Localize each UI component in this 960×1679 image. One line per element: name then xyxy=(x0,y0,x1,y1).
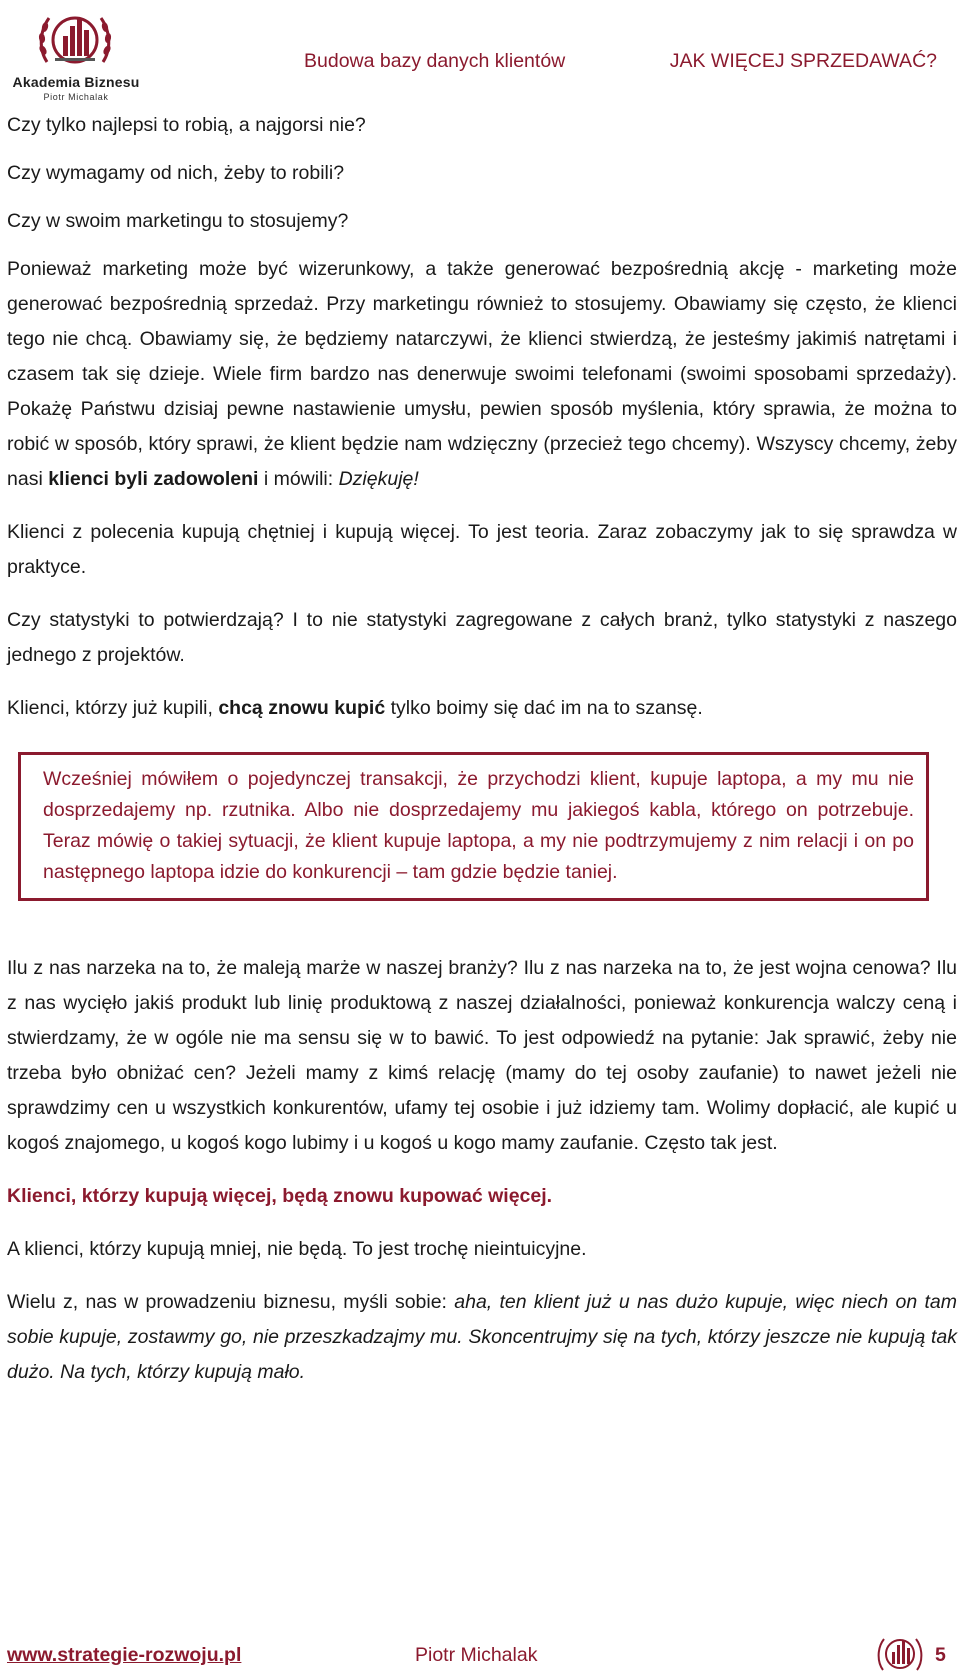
highlight-box xyxy=(18,752,929,901)
paragraph xyxy=(7,691,957,726)
highlight-heading: Klienci, którzy kupują więcej, będą znowu kupować więcej. xyxy=(7,1185,553,1207)
paragraph: Czy wymagamy od nich, żeby to robili? xyxy=(7,162,345,184)
paragraph: Ilu z nas narzeka na to, że maleją marże w naszej branży? Ilu z nas narzeka na to, że jest wojna cenowa? Ilu z nas wycięło jakiś produkt lub linię produktową z naszej działalności, ponieważ konkurencja walczy ceną i stwierdzamy, że w ogóle nie ma sensu się w to bawić. To jest odpowiedź na pytanie: Jak sprawić, żeby nie trzeba było obniżać cen? Jeżeli mamy z kimś relację (mamy do tej osoby zaufanie) to nawet jeżeli nie sprawdzimy cen u wszystkich konkurentów, ufamy tej osobie i już idziemy tam. Wolimy dopłacić, ale kupić u kogoś znajomego, u kogoś kogo lubimy i u kogoś u kogo mamy zaufanie. Często tak jest. xyxy=(7,957,957,1154)
bold-text: klienci byli zadowoleni xyxy=(48,468,259,490)
paragraph: Czy tylko najlepsi to robią, a najgorsi nie? xyxy=(7,114,366,136)
paragraph: A klienci, którzy kupują mniej, nie będą. To jest trochę nieintuicyjne. xyxy=(7,1238,587,1260)
page-header xyxy=(0,0,960,105)
highlight-text: Wcześniej mówiłem o pojedynczej transakcji, że przychodzi klient, kupuje laptopa, a my mu nie dosprzedajemy np. rzutnika. Albo nie dosprzedajemy mu jakiegoś kabla, którego on potrzebuje. Teraz mówię o takiej sytuacji, że klient kupuje laptopa, a my nie podtrzymujemy z nim relacji i on po następnego laptopa idzie do konkurencji – tam gdzie będzie taniej. xyxy=(43,768,914,883)
paragraph-text: Ponieważ marketing może być wizerunkowy, a także generować bezpośrednią akcję - marketing może generować bezpośrednią sprzedaż. Przy marketingu również to stosujemy. Obawiamy się często, że klienci tego nie chcą. Obawiamy się, że będziemy natarczywi, że klienci stwierdzą, że jesteśmy jakimiś natrętami i czasem tak się dzieje. Wiele firm bardzo nas denerwuje swoimi telefonami (swoimi sposobami sprzedaży). Pokażę Państwu dzisiaj pewne nastawienie umysłu, pewien sposób myślenia, który sprawia, że można to robić w sposób, który sprawi, że klient będzie nam wdzięczny (przecież tego chcemy). Wszyscy chcemy, żeby nasi xyxy=(7,258,957,490)
laurel-emblem-icon xyxy=(37,6,113,72)
page-number: 5 xyxy=(935,1644,946,1666)
bold-text: chcą znowu kupić xyxy=(218,697,386,719)
document-title: Budowa bazy danych klientów xyxy=(304,50,566,72)
website-link[interactable]: www.strategie-rozwoju.pl xyxy=(7,1644,242,1666)
footer-logo-icon xyxy=(876,1632,924,1676)
paragraph: Czy w swoim marketingu to stosujemy? xyxy=(7,210,349,232)
italic-text: Dziękuję! xyxy=(338,468,419,490)
logo-subtitle: Piotr Michalak xyxy=(43,92,109,102)
paragraph xyxy=(7,1285,957,1390)
paragraph xyxy=(7,252,957,497)
footer-author: Piotr Michalak xyxy=(415,1644,538,1666)
page-footer xyxy=(0,1620,960,1679)
paragraph: Klienci z polecenia kupują chętniej i kupują więcej. To jest teoria. Zaraz zobaczymy jak to się sprawdza w praktyce. xyxy=(7,521,957,578)
logo-title: Akademia Biznesu xyxy=(12,74,140,90)
paragraph-text: Wielu z, nas w prowadzeniu biznesu, myśli sobie: xyxy=(7,1291,455,1313)
paragraph-text: tylko boimy się dać im na to szansę. xyxy=(385,697,703,719)
section-title: JAK WIĘCEJ SPRZEDAWAĆ? xyxy=(669,50,937,72)
italic-text: aha, ten klient już u nas dużo kupuje, więc niech on tam sobie kupuje, zostawmy go, nie przeszkadzajmy mu. Skoncentrujmy się na tych, którzy jeszcze nie kupują tak dużo. Na tych, którzy kupują mało. xyxy=(7,1291,957,1383)
document-body xyxy=(7,108,957,1408)
paragraph: Czy statystyki to potwierdzają? I to nie statystyki zagregowane z całych branż, tylko statystyki z naszego jednego z projektów. xyxy=(7,609,957,666)
akademia-biznesu-logo xyxy=(4,6,144,102)
paragraph-text: i mówili: xyxy=(258,468,339,490)
paragraph-text: Klienci, którzy już kupili, xyxy=(7,697,219,719)
